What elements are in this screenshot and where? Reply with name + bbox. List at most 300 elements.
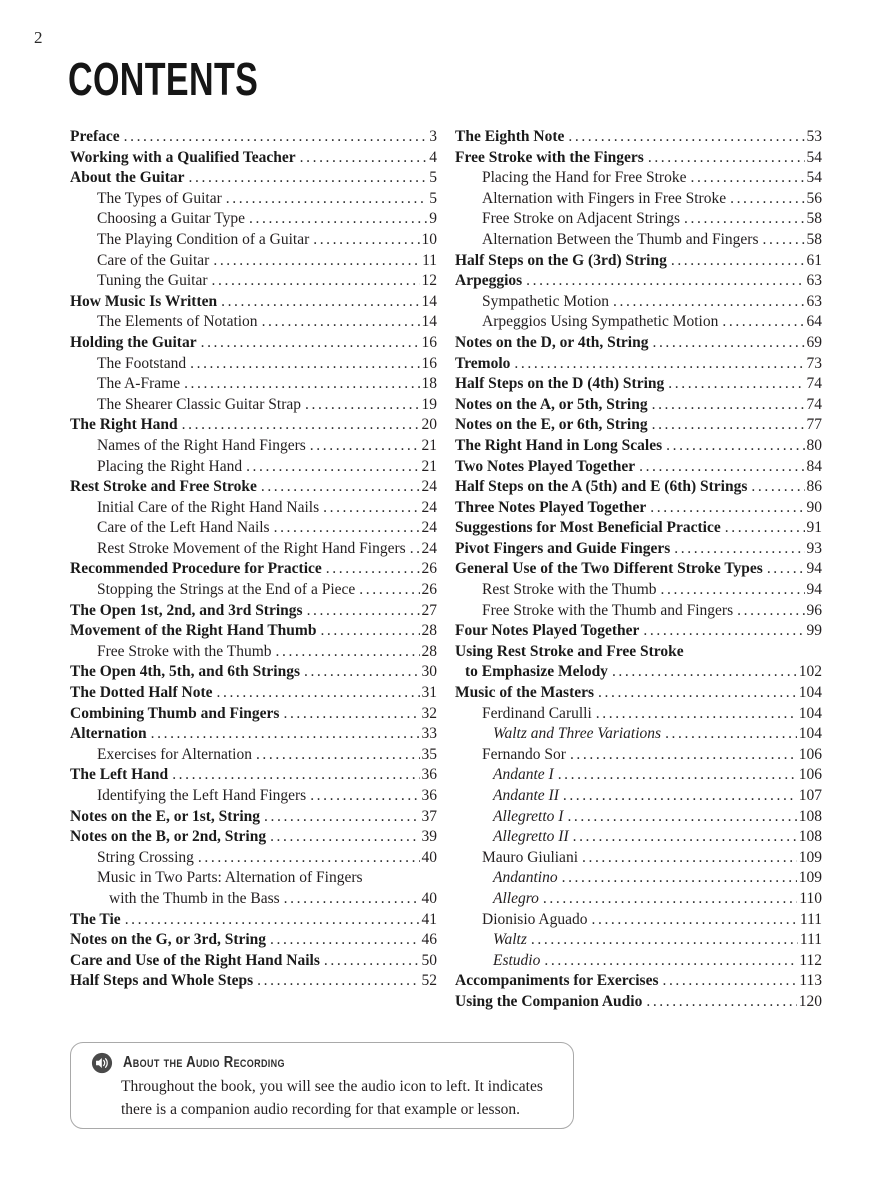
toc-entry-page: 86	[806, 478, 822, 496]
dot-leader	[359, 580, 419, 601]
toc-entry-page: 104	[798, 684, 822, 702]
toc-entry	[455, 148, 822, 169]
toc-entry-page: 73	[806, 354, 822, 372]
toc-entry-label: Half Steps on the A (5th) and E (6th) Strings	[455, 478, 748, 496]
dot-leader	[213, 251, 420, 272]
toc-entry-page: 96	[806, 601, 822, 619]
toc-entry-label: The Right Hand in Long Scales	[455, 436, 663, 454]
toc-entry	[455, 704, 822, 725]
toc-entry-label: to Emphasize Melody	[465, 663, 608, 681]
toc-entry-page: 109	[798, 869, 822, 887]
toc-entry	[70, 951, 437, 972]
toc-entry-label: Allegretto I	[493, 807, 564, 825]
dot-leader	[262, 312, 420, 333]
dot-leader	[261, 477, 420, 498]
dot-leader	[304, 662, 420, 683]
toc-entry	[70, 621, 437, 642]
toc-entry-page: 93	[806, 539, 822, 557]
toc-entry-page: 74	[806, 375, 822, 393]
speaker-icon	[91, 1052, 113, 1074]
toc-entry-page: 16	[421, 354, 437, 372]
toc-entry	[70, 539, 437, 560]
toc-entry-page: 109	[798, 848, 822, 866]
dot-leader	[671, 251, 805, 272]
toc-entry	[455, 230, 822, 251]
toc-entry	[455, 621, 822, 642]
dot-leader	[737, 601, 804, 622]
audio-note-body-line1: Throughout the book, you will see the audio icon to left. It indicates	[121, 1078, 543, 1095]
toc-entry-page: 91	[806, 519, 822, 537]
toc-entry	[455, 601, 822, 622]
toc-entry-page: 77	[806, 416, 822, 434]
dot-leader	[198, 848, 420, 869]
dot-leader	[730, 189, 804, 210]
toc-entry-page: 54	[806, 169, 822, 187]
dot-leader	[264, 807, 419, 828]
toc-entry	[455, 807, 822, 828]
toc-entry	[70, 848, 437, 869]
toc-entry-label: Notes on the B, or 2nd, String	[70, 828, 267, 846]
toc-entry-label: Allegro	[493, 889, 539, 907]
dot-leader	[305, 395, 419, 416]
toc-entry	[70, 765, 437, 786]
toc-entry-label: The Eighth Note	[455, 128, 565, 145]
toc-entry-page: 35	[421, 745, 437, 763]
toc-entry-page: 37	[421, 807, 437, 825]
toc-entry-label: Alternation with Fingers in Free Stroke	[482, 189, 727, 207]
toc-entry-label: The Left Hand	[70, 766, 169, 784]
toc-entry	[70, 209, 437, 230]
toc-entry	[70, 786, 437, 807]
dot-leader	[226, 189, 428, 210]
toc-entry	[70, 354, 437, 375]
audio-note-body	[121, 1076, 561, 1121]
toc-entry	[455, 786, 822, 807]
toc-entry-label: Care and Use of the Right Hand Nails	[70, 951, 320, 969]
toc-entry-label: Allegretto II	[493, 828, 569, 846]
toc-entry-label: Holding the Guitar	[70, 333, 197, 351]
toc-entry	[455, 477, 822, 498]
toc-entry-label: Sympathetic Motion	[482, 292, 610, 310]
toc-entry-page: 64	[806, 313, 822, 331]
toc-entry	[70, 580, 437, 601]
toc-entry-page: 94	[806, 581, 822, 599]
dot-leader	[674, 539, 804, 560]
toc-entry-page: 24	[421, 478, 437, 496]
toc-entry-page: 33	[421, 725, 437, 743]
toc-entry-label: Estudio	[493, 951, 541, 969]
toc-entry	[455, 765, 822, 786]
toc-entry-label: Fernando Sor	[482, 745, 566, 763]
dot-leader	[582, 848, 797, 869]
toc-entry-page: 3	[429, 128, 437, 145]
toc-entry	[70, 395, 437, 416]
toc-entry-label: The Open 4th, 5th, and 6th Strings	[70, 663, 300, 681]
dot-leader	[648, 148, 805, 169]
dot-leader	[283, 704, 419, 725]
dot-leader	[212, 271, 420, 292]
toc-entry-page: 20	[421, 416, 437, 434]
toc-entry	[70, 601, 437, 622]
toc-entry-page: 36	[421, 787, 437, 804]
dot-leader	[612, 662, 797, 683]
toc-entry-page: 108	[798, 828, 822, 846]
dot-leader	[570, 745, 797, 766]
toc-entry	[70, 168, 437, 189]
toc-entry-label: Music in Two Parts: Alternation of Fingers	[97, 869, 363, 887]
toc-entry	[70, 189, 437, 210]
toc-entry	[455, 539, 822, 560]
toc-entry-label: Two Notes Played Together	[455, 457, 636, 475]
dot-leader	[531, 930, 798, 951]
toc-entry-page: 4	[429, 148, 437, 166]
dot-leader	[650, 498, 804, 519]
dot-leader	[276, 642, 420, 663]
toc-entry-page: 40	[421, 848, 437, 866]
toc-entry-page: 94	[806, 560, 822, 578]
toc-entry	[70, 127, 437, 148]
toc-entry-label: Movement of the Right Hand Thumb	[70, 622, 317, 640]
toc-entry	[455, 745, 822, 766]
toc-entry-label: Four Notes Played Together	[455, 622, 640, 640]
toc-right-column	[455, 127, 822, 1013]
toc-entry-label: Working with a Qualified Teacher	[70, 148, 296, 166]
toc-entry-label: Accompaniments for Exercises	[455, 972, 659, 990]
dot-leader	[172, 765, 419, 786]
toc-entry-page: 104	[798, 725, 822, 743]
dot-leader	[643, 621, 804, 642]
toc-entry-label: Music of the Masters	[455, 684, 595, 702]
toc-entry-page: 69	[806, 333, 822, 351]
dot-leader	[249, 209, 427, 230]
toc-entry	[70, 930, 437, 951]
toc-entry	[70, 642, 437, 663]
dot-leader	[596, 704, 797, 725]
toc-entry-label: The A-Frame	[97, 375, 181, 393]
toc-entry-label: with the Thumb in the Bass	[109, 889, 280, 907]
dot-leader	[592, 910, 798, 931]
dot-leader	[324, 951, 420, 972]
toc-entry-page: 53	[806, 128, 822, 145]
toc-entry-page: 120	[798, 992, 822, 1010]
dot-leader	[763, 230, 805, 251]
toc-entry-page: 40	[421, 889, 437, 907]
toc-entry-page: 54	[806, 148, 822, 166]
toc-entry	[455, 333, 822, 354]
toc-entry-page: 28	[421, 622, 437, 640]
audio-note-box	[70, 1042, 574, 1129]
toc-entry	[70, 292, 437, 313]
dot-leader	[665, 724, 797, 745]
toc-entry	[455, 292, 822, 313]
toc-entry	[455, 127, 822, 148]
table-of-contents	[70, 127, 822, 1013]
dot-leader	[182, 415, 420, 436]
toc-entry	[70, 910, 437, 931]
toc-entry-label: Preface	[70, 128, 120, 145]
dot-leader	[320, 621, 419, 642]
toc-entry	[455, 518, 822, 539]
toc-entry-page: 39	[421, 828, 437, 846]
toc-entry-label: Alternation Between the Thumb and Fingers	[482, 230, 759, 248]
toc-entry-label: Initial Care of the Right Hand Nails	[97, 498, 320, 516]
toc-entry	[70, 477, 437, 498]
toc-entry	[455, 889, 822, 910]
toc-entry	[70, 230, 437, 251]
toc-entry-page: 5	[429, 169, 437, 187]
toc-entry	[70, 436, 437, 457]
toc-entry-label: Care of the Guitar	[97, 251, 210, 269]
toc-entry-label: Placing the Right Hand	[97, 457, 243, 475]
toc-entry	[455, 312, 822, 333]
toc-entry-label: Arpeggios	[455, 272, 523, 290]
dot-leader	[184, 374, 419, 395]
toc-entry-label: Tuning the Guitar	[97, 272, 208, 290]
toc-entry-label: Andantino	[493, 869, 558, 887]
toc-entry-page: 108	[798, 807, 822, 825]
toc-entry	[70, 148, 437, 169]
dot-leader	[558, 765, 797, 786]
dot-leader	[256, 745, 420, 766]
toc-entry	[70, 868, 437, 889]
dot-leader	[661, 580, 805, 601]
toc-entry-label: Care of the Left Hand Nails	[97, 519, 270, 537]
dot-leader	[690, 168, 804, 189]
toc-entry-page: 106	[798, 745, 822, 763]
toc-entry-page: 63	[806, 272, 822, 290]
toc-entry-page: 110	[799, 889, 822, 907]
toc-entry-label: Three Notes Played Together	[455, 498, 647, 516]
toc-entry	[455, 168, 822, 189]
toc-entry-page: 32	[421, 704, 437, 722]
toc-entry	[455, 910, 822, 931]
toc-entry	[70, 662, 437, 683]
toc-entry-label: Mauro Giuliani	[482, 848, 578, 866]
toc-entry-page: 24	[421, 519, 437, 537]
toc-entry-label: Notes on the A, or 5th, String	[455, 395, 648, 413]
toc-entry-page: 24	[421, 498, 437, 516]
toc-entry-page: 36	[421, 766, 437, 784]
toc-entry	[70, 312, 437, 333]
toc-entry-page: 104	[798, 704, 822, 722]
toc-entry-label: Waltz	[493, 931, 527, 949]
toc-entry	[70, 457, 437, 478]
toc-entry-page: 26	[421, 560, 437, 578]
toc-entry-page: 26	[421, 581, 437, 599]
toc-entry-page: 24	[421, 539, 437, 557]
dot-leader	[725, 518, 805, 539]
dot-leader	[613, 292, 804, 313]
toc-entry	[455, 209, 822, 230]
toc-entry-page: 14	[421, 313, 437, 331]
dot-leader	[567, 807, 796, 828]
toc-entry-page: 11	[422, 251, 437, 269]
toc-entry	[70, 827, 437, 848]
toc-entry	[455, 415, 822, 436]
toc-entry	[70, 251, 437, 272]
toc-entry-page: 99	[806, 622, 822, 640]
dot-leader	[722, 312, 804, 333]
dot-leader	[310, 436, 420, 457]
toc-entry-page: 111	[799, 931, 822, 949]
toc-entry-label: String Crossing	[97, 848, 194, 866]
toc-entry	[455, 189, 822, 210]
audio-note-body-line2: there is a companion audio recording for that example or lesson.	[121, 1100, 520, 1118]
toc-entry-label: Recommended Procedure for Practice	[70, 560, 322, 578]
toc-entry-label: Half Steps and Whole Steps	[70, 972, 254, 990]
toc-entry-label: Waltz and Three Variations	[493, 725, 662, 743]
dot-leader	[274, 518, 420, 539]
toc-entry-page: 58	[806, 210, 822, 228]
dot-leader	[201, 333, 420, 354]
toc-entry-label: Identifying the Left Hand Fingers	[97, 787, 307, 804]
toc-entry	[70, 415, 437, 436]
toc-entry-label: Tremolo	[455, 354, 511, 372]
dot-leader	[639, 457, 804, 478]
toc-entry-label: Notes on the D, or 4th, String	[455, 333, 649, 351]
toc-entry	[70, 807, 437, 828]
dot-leader	[257, 971, 419, 992]
dot-leader	[562, 868, 797, 889]
toc-entry-label: Names of the Right Hand Fingers	[97, 436, 306, 454]
toc-entry-label: The Elements of Notation	[97, 313, 258, 331]
toc-entry-label: The Dotted Half Note	[70, 684, 213, 702]
toc-entry-page: 19	[421, 395, 437, 413]
dot-leader	[300, 148, 428, 169]
toc-entry	[70, 333, 437, 354]
toc-entry-label: Exercises for Alternation	[97, 745, 252, 763]
toc-entry	[70, 498, 437, 519]
toc-entry	[70, 559, 437, 580]
toc-entry-page: 12	[421, 272, 437, 290]
toc-entry-page: 52	[421, 972, 437, 990]
toc-entry	[455, 559, 822, 580]
toc-entry	[70, 271, 437, 292]
toc-entry-page: 41	[421, 910, 437, 928]
dot-leader	[221, 292, 419, 313]
toc-entry	[70, 518, 437, 539]
toc-entry-label: Free Stroke on Adjacent Strings	[482, 210, 681, 228]
dot-leader	[668, 374, 804, 395]
dot-leader	[652, 333, 804, 354]
dot-leader	[307, 601, 420, 622]
toc-entry	[455, 251, 822, 272]
dot-leader	[751, 477, 804, 498]
toc-entry-page: 30	[421, 663, 437, 681]
toc-entry-label: General Use of the Two Different Stroke Types	[455, 560, 763, 578]
toc-entry-page: 14	[421, 292, 437, 310]
toc-entry	[70, 374, 437, 395]
dot-leader	[189, 168, 428, 189]
toc-entry-page: 74	[806, 395, 822, 413]
toc-entry-page: 106	[798, 766, 822, 784]
toc-entry-label: The Shearer Classic Guitar Strap	[97, 395, 302, 413]
dot-leader	[652, 415, 805, 436]
toc-entry-label: Andante II	[493, 787, 559, 804]
toc-entry	[455, 354, 822, 375]
toc-entry-label: Half Steps on the G (3rd) String	[455, 251, 667, 269]
toc-entry-page: 5	[429, 189, 437, 207]
toc-entry	[455, 992, 822, 1013]
toc-entry	[455, 683, 822, 704]
toc-entry-page: 112	[799, 951, 822, 969]
toc-left-column	[70, 127, 437, 1013]
audio-note-heading: About the Audio Recording	[123, 1054, 285, 1071]
toc-entry-label: About the Guitar	[70, 169, 185, 187]
toc-entry	[455, 662, 822, 683]
dot-leader	[573, 827, 797, 848]
toc-entry-page: 16	[421, 333, 437, 351]
toc-entry-label: Notes on the E, or 1st, String	[70, 807, 261, 825]
toc-entry-page: 21	[421, 436, 437, 454]
dot-leader	[313, 230, 419, 251]
toc-entry-page: 90	[806, 498, 822, 516]
toc-entry	[70, 745, 437, 766]
toc-entry-page: 84	[806, 457, 822, 475]
toc-entry	[455, 868, 822, 889]
dot-leader	[514, 354, 804, 375]
toc-entry-page: 63	[806, 292, 822, 310]
toc-entry-page: 102	[798, 663, 822, 681]
toc-entry	[455, 271, 822, 292]
toc-entry	[455, 642, 822, 663]
toc-entry-label: Half Steps on the D (4th) String	[455, 375, 665, 393]
toc-entry-label: The Right Hand	[70, 416, 178, 434]
toc-entry-label: Using the Companion Audio	[455, 992, 643, 1010]
toc-entry	[455, 827, 822, 848]
toc-entry-label: Using Rest Stroke and Free Stroke	[455, 642, 684, 660]
dot-leader	[217, 683, 420, 704]
dot-leader	[544, 951, 797, 972]
toc-entry-page: 80	[806, 436, 822, 454]
toc-entry-label: Andante I	[493, 766, 554, 784]
toc-entry-label: Stopping the Strings at the End of a Piece	[97, 581, 356, 599]
toc-entry	[455, 930, 822, 951]
dot-leader	[666, 436, 804, 457]
dot-leader	[323, 498, 419, 519]
dot-leader	[190, 354, 419, 375]
toc-entry	[455, 724, 822, 745]
toc-entry	[455, 951, 822, 972]
toc-entry	[455, 436, 822, 457]
toc-entry-label: Ferdinand Carulli	[482, 704, 592, 722]
toc-entry	[70, 683, 437, 704]
toc-entry-label: Combining Thumb and Fingers	[70, 704, 280, 722]
toc-entry	[70, 724, 437, 745]
toc-entry-page: 111	[799, 910, 822, 928]
toc-entry-label: Placing the Hand for Free Stroke	[482, 169, 687, 187]
page-number: 2	[34, 28, 43, 47]
toc-entry-page: 61	[806, 251, 822, 269]
dot-leader	[543, 889, 797, 910]
toc-entry	[455, 848, 822, 869]
toc-entry-label: Arpeggios Using Sympathetic Motion	[482, 313, 719, 331]
dot-leader	[598, 683, 797, 704]
toc-entry	[70, 704, 437, 725]
toc-entry-label: Suggestions for Most Beneficial Practice	[455, 519, 721, 537]
toc-entry	[70, 971, 437, 992]
toc-entry-label: The Footstand	[97, 354, 187, 372]
toc-entry-label: Free Stroke with the Thumb and Fingers	[482, 601, 734, 619]
toc-entry	[70, 889, 437, 910]
toc-entry	[455, 580, 822, 601]
toc-entry-label: Dionisio Aguado	[482, 910, 588, 928]
toc-entry-label: The Playing Condition of a Guitar	[97, 230, 310, 248]
toc-entry-page: 46	[421, 931, 437, 949]
toc-entry-page: 31	[421, 684, 437, 702]
toc-entry-page: 18	[421, 375, 437, 393]
dot-leader	[310, 786, 419, 807]
